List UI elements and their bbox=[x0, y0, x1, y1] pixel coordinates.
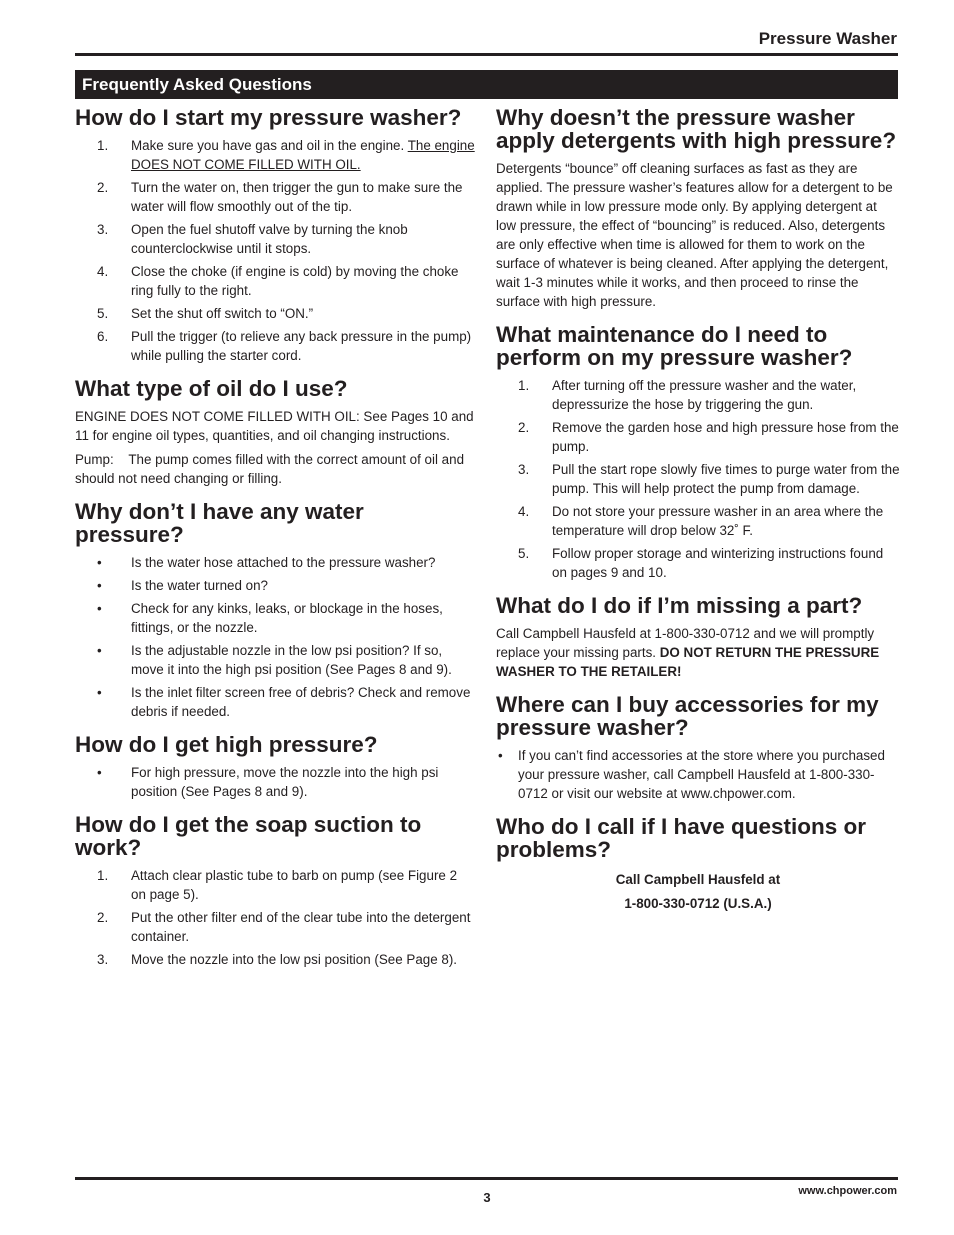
left-column bbox=[75, 106, 475, 981]
faq-oil-type bbox=[75, 377, 475, 488]
paragraph: Call Campbell Hausfeld at 1-800-330-0712 and we will promptly replace your missing parts. DO NOT RETURN THE PRESSURE WASHER TO THE RETAILER! bbox=[496, 626, 880, 679]
faq-heading: Where can I buy accessories for my pressure washer? bbox=[496, 692, 879, 740]
list-item: 3. Move the nozzle into the low psi position (See Page 8). bbox=[97, 952, 458, 967]
list-item: • Is the adjustable nozzle in the low psi position? If so, move it into the high psi position (See Pages 8 and 9). bbox=[97, 643, 452, 677]
right-column bbox=[496, 106, 900, 928]
page-header-title: Pressure Washer bbox=[758, 29, 897, 48]
paragraph: ENGINE DOES NOT COME FILLED WITH OIL: See Pages 10 and 11 for engine oil types, quantities, and oil changing instructions. bbox=[75, 409, 474, 443]
faq-water-pressure bbox=[75, 500, 475, 721]
faq-heading: How do I get the soap suction to work? bbox=[75, 812, 422, 860]
footer-url: www.chpower.com bbox=[798, 1185, 897, 1197]
numbered-list bbox=[496, 376, 900, 582]
list-item: 3. Pull the start rope slowly five times to purge water from the pump. This will help protect the pump from damage. bbox=[518, 462, 900, 496]
numbered-list bbox=[75, 866, 475, 969]
bullet-list bbox=[75, 763, 475, 801]
faq-heading: How do I start my pressure washer? bbox=[75, 105, 462, 130]
list-item: • For high pressure, move the nozzle into the high psi position (See Pages 8 and 9). bbox=[97, 765, 439, 799]
bullet-list bbox=[75, 553, 475, 721]
faq-accessories bbox=[496, 693, 900, 803]
faq-maintenance bbox=[496, 323, 900, 582]
faq-start-washer bbox=[75, 106, 475, 365]
paragraph: Pump: The pump comes filled with the correct amount of oil and should not need changing or filling. bbox=[75, 452, 468, 486]
list-item: • If you can’t find accessories at the store where you purchased your pressure washer, call Campbell Hausfeld at 1-800-330-0712 or visit our website at www.chpower.com. bbox=[498, 748, 885, 801]
list-item: 6. Pull the trigger (to relieve any back pressure in the pump) while pulling the starter cord. bbox=[97, 329, 472, 363]
list-item: • Is the inlet filter screen free of debris? Check and remove debris if needed. bbox=[97, 685, 471, 719]
faq-heading: Why doesn’t the pressure washer apply detergents with high pressure? bbox=[496, 105, 897, 153]
list-item: 1. After turning off the pressure washer and the water, depressurize the hose by triggering the gun. bbox=[518, 378, 857, 412]
faq-heading: Why don’t I have any water pressure? bbox=[75, 499, 364, 547]
list-item: 2. Remove the garden hose and high pressure hose from the pump. bbox=[518, 420, 899, 454]
top-rule bbox=[75, 53, 898, 56]
faq-heading: What maintenance do I need to perform on my pressure washer? bbox=[496, 322, 853, 370]
list-item: 4. Do not store your pressure washer in an area where the temperature will drop below 32˚ F. bbox=[518, 504, 884, 538]
section-title-bar: Frequently Asked Questions bbox=[75, 70, 898, 99]
faq-detergents bbox=[496, 106, 900, 311]
list-item: 3. Open the fuel shutoff valve by turning the knob counterclockwise until it stops. bbox=[97, 222, 408, 256]
list-item: 2. Put the other filter end of the clear tube into the detergent container. bbox=[97, 910, 471, 944]
contact-line: Call Campbell Hausfeld at bbox=[615, 872, 781, 887]
bullet-list bbox=[496, 746, 900, 803]
list-item: 2. Turn the water on, then trigger the gun to make sure the water will flow smoothly out of the tip. bbox=[97, 180, 463, 214]
faq-heading: What type of oil do I use? bbox=[75, 376, 348, 401]
faq-heading: What do I do if I’m missing a part? bbox=[496, 593, 863, 618]
numbered-list bbox=[75, 136, 475, 365]
list-item: 5. Follow proper storage and winterizing instructions found on pages 9 and 10. bbox=[518, 546, 884, 580]
page-number: 3 bbox=[483, 1190, 491, 1205]
list-item: 1. Attach clear plastic tube to barb on pump (see Figure 2 on page 5). bbox=[97, 868, 458, 902]
faq-heading: Who do I call if I have questions or problems? bbox=[496, 814, 867, 862]
faq-heading: How do I get high pressure? bbox=[75, 732, 378, 757]
paragraph: Detergents “bounce” off cleaning surfaces as fast as they are applied. The pressure washer’s features allow for a detergent to be drawn while in low pressure mode only. By applying detergent at low pressure, the effect of “bouncing” is reduced. Also, detergents are only effective when time is allowed for them to work on the surface of whatever is being cleaned. After applying the detergent, wait 1-3 minutes while it works, and then proceed to rinse the surface with high pressure. bbox=[496, 161, 893, 309]
faq-missing-part bbox=[496, 594, 900, 681]
faq-high-pressure bbox=[75, 733, 475, 801]
list-item: 1. Make sure you have gas and oil in the engine. The engine DOES NOT COME FILLED WITH OIL. bbox=[97, 138, 475, 172]
bottom-rule bbox=[75, 1177, 898, 1180]
list-item: • Is the water hose attached to the pressure washer? bbox=[97, 555, 436, 570]
list-item: • Check for any kinks, leaks, or blockage in the hoses, fittings, or the nozzle. bbox=[97, 601, 443, 635]
faq-contact bbox=[496, 815, 900, 916]
list-item: • Is the water turned on? bbox=[97, 578, 268, 593]
faq-soap-suction bbox=[75, 813, 475, 969]
contact-phone: 1-800-330-0712 (U.S.A.) bbox=[624, 896, 772, 911]
list-item: 4. Close the choke (if engine is cold) by moving the choke ring fully to the right. bbox=[97, 264, 459, 298]
list-item: 5. Set the shut off switch to “ON.” bbox=[97, 306, 314, 321]
